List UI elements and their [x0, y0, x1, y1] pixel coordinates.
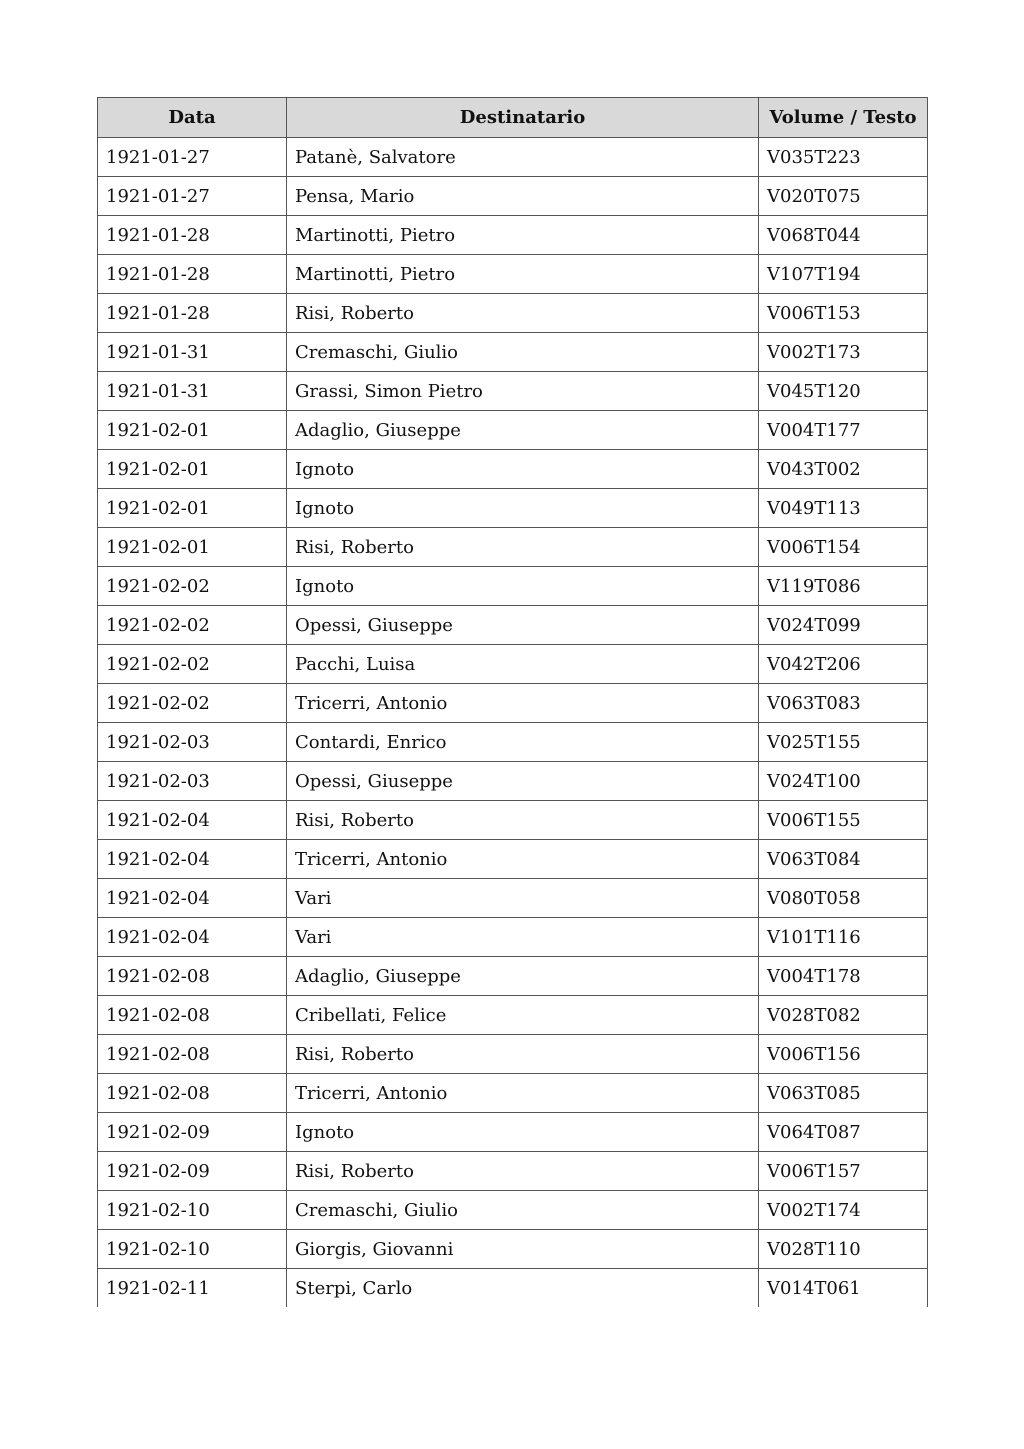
letters-table — [97, 97, 928, 1307]
recipient-cell: Tricerri, Antonio — [287, 684, 759, 723]
recipient-cell: Patanè, Salvatore — [287, 138, 759, 177]
date-cell: 1921-02-04 — [98, 918, 287, 957]
date-cell: 1921-02-01 — [98, 489, 287, 528]
recipient-cell: Opessi, Giuseppe — [287, 606, 759, 645]
document-page — [97, 97, 927, 1307]
volume-text-cell: V028T082 — [759, 996, 928, 1035]
table-row — [98, 1074, 928, 1113]
recipient-cell: Cremaschi, Giulio — [287, 333, 759, 372]
table-row — [98, 762, 928, 801]
table-row — [98, 567, 928, 606]
table-row — [98, 996, 928, 1035]
recipient-cell: Pacchi, Luisa — [287, 645, 759, 684]
table-row — [98, 294, 928, 333]
volume-text-cell: V119T086 — [759, 567, 928, 606]
date-cell: 1921-02-03 — [98, 762, 287, 801]
date-cell: 1921-02-01 — [98, 450, 287, 489]
recipient-cell: Grassi, Simon Pietro — [287, 372, 759, 411]
table-row — [98, 645, 928, 684]
date-cell: 1921-01-28 — [98, 255, 287, 294]
date-cell: 1921-02-02 — [98, 684, 287, 723]
date-cell: 1921-02-10 — [98, 1230, 287, 1269]
date-cell: 1921-02-02 — [98, 645, 287, 684]
volume-text-cell: V024T099 — [759, 606, 928, 645]
volume-text-cell: V080T058 — [759, 879, 928, 918]
volume-text-cell: V002T173 — [759, 333, 928, 372]
table-row — [98, 840, 928, 879]
recipient-cell: Risi, Roberto — [287, 1152, 759, 1191]
date-cell: 1921-02-09 — [98, 1113, 287, 1152]
table-row — [98, 801, 928, 840]
table-row — [98, 255, 928, 294]
recipient-cell: Vari — [287, 879, 759, 918]
table-row — [98, 1113, 928, 1152]
date-cell: 1921-02-08 — [98, 957, 287, 996]
volume-text-cell: V043T002 — [759, 450, 928, 489]
date-cell: 1921-02-11 — [98, 1269, 287, 1308]
table-body — [98, 138, 928, 1308]
table-row — [98, 1035, 928, 1074]
volume-text-cell: V049T113 — [759, 489, 928, 528]
volume-text-cell: V024T100 — [759, 762, 928, 801]
volume-text-cell: V107T194 — [759, 255, 928, 294]
date-cell: 1921-02-10 — [98, 1191, 287, 1230]
table-row — [98, 918, 928, 957]
table-row — [98, 879, 928, 918]
table-row — [98, 606, 928, 645]
date-cell: 1921-02-08 — [98, 1035, 287, 1074]
volume-text-cell: V063T083 — [759, 684, 928, 723]
table-row — [98, 723, 928, 762]
date-cell: 1921-02-04 — [98, 879, 287, 918]
table-row — [98, 1230, 928, 1269]
date-cell: 1921-01-27 — [98, 138, 287, 177]
volume-text-cell: V035T223 — [759, 138, 928, 177]
table-row — [98, 450, 928, 489]
recipient-cell: Martinotti, Pietro — [287, 255, 759, 294]
recipient-cell: Ignoto — [287, 489, 759, 528]
table-row — [98, 177, 928, 216]
table-row — [98, 216, 928, 255]
volume-text-cell: V020T075 — [759, 177, 928, 216]
date-cell: 1921-02-01 — [98, 528, 287, 567]
volume-text-cell: V004T178 — [759, 957, 928, 996]
recipient-cell: Risi, Roberto — [287, 1035, 759, 1074]
table-row — [98, 489, 928, 528]
volume-text-cell: V063T085 — [759, 1074, 928, 1113]
table-row — [98, 1152, 928, 1191]
volume-text-cell: V101T116 — [759, 918, 928, 957]
volume-text-cell: V063T084 — [759, 840, 928, 879]
date-cell: 1921-02-04 — [98, 801, 287, 840]
recipient-cell: Giorgis, Giovanni — [287, 1230, 759, 1269]
volume-text-cell: V006T153 — [759, 294, 928, 333]
header-row — [98, 98, 928, 138]
table-row — [98, 1269, 928, 1308]
recipient-cell: Ignoto — [287, 450, 759, 489]
recipient-cell: Risi, Roberto — [287, 528, 759, 567]
volume-text-cell: V006T156 — [759, 1035, 928, 1074]
date-cell: 1921-02-09 — [98, 1152, 287, 1191]
column-header-date: Data — [98, 98, 287, 138]
table-row — [98, 333, 928, 372]
table-row — [98, 411, 928, 450]
recipient-cell: Ignoto — [287, 567, 759, 606]
volume-text-cell: V025T155 — [759, 723, 928, 762]
recipient-cell: Sterpi, Carlo — [287, 1269, 759, 1308]
table-header — [98, 98, 928, 138]
volume-text-cell: V006T157 — [759, 1152, 928, 1191]
recipient-cell: Martinotti, Pietro — [287, 216, 759, 255]
table-row — [98, 1191, 928, 1230]
volume-text-cell: V064T087 — [759, 1113, 928, 1152]
volume-text-cell: V014T061 — [759, 1269, 928, 1308]
volume-text-cell: V006T154 — [759, 528, 928, 567]
date-cell: 1921-02-08 — [98, 996, 287, 1035]
table-row — [98, 684, 928, 723]
recipient-cell: Cremaschi, Giulio — [287, 1191, 759, 1230]
volume-text-cell: V042T206 — [759, 645, 928, 684]
volume-text-cell: V045T120 — [759, 372, 928, 411]
recipient-cell: Vari — [287, 918, 759, 957]
recipient-cell: Ignoto — [287, 1113, 759, 1152]
date-cell: 1921-02-01 — [98, 411, 287, 450]
recipient-cell: Pensa, Mario — [287, 177, 759, 216]
recipient-cell: Tricerri, Antonio — [287, 840, 759, 879]
date-cell: 1921-01-31 — [98, 372, 287, 411]
date-cell: 1921-02-03 — [98, 723, 287, 762]
recipient-cell: Risi, Roberto — [287, 801, 759, 840]
volume-text-cell: V004T177 — [759, 411, 928, 450]
date-cell: 1921-01-27 — [98, 177, 287, 216]
date-cell: 1921-01-28 — [98, 216, 287, 255]
date-cell: 1921-02-08 — [98, 1074, 287, 1113]
table-row — [98, 138, 928, 177]
recipient-cell: Contardi, Enrico — [287, 723, 759, 762]
date-cell: 1921-02-02 — [98, 567, 287, 606]
volume-text-cell: V028T110 — [759, 1230, 928, 1269]
date-cell: 1921-02-02 — [98, 606, 287, 645]
recipient-cell: Cribellati, Felice — [287, 996, 759, 1035]
recipient-cell: Opessi, Giuseppe — [287, 762, 759, 801]
volume-text-cell: V006T155 — [759, 801, 928, 840]
table-row — [98, 957, 928, 996]
recipient-cell: Adaglio, Giuseppe — [287, 957, 759, 996]
volume-text-cell: V068T044 — [759, 216, 928, 255]
column-header-volume-text: Volume / Testo — [759, 98, 928, 138]
recipient-cell: Risi, Roberto — [287, 294, 759, 333]
recipient-cell: Tricerri, Antonio — [287, 1074, 759, 1113]
date-cell: 1921-02-04 — [98, 840, 287, 879]
volume-text-cell: V002T174 — [759, 1191, 928, 1230]
column-header-recipient: Destinatario — [287, 98, 759, 138]
table-row — [98, 372, 928, 411]
table-row — [98, 528, 928, 567]
date-cell: 1921-01-28 — [98, 294, 287, 333]
recipient-cell: Adaglio, Giuseppe — [287, 411, 759, 450]
date-cell: 1921-01-31 — [98, 333, 287, 372]
